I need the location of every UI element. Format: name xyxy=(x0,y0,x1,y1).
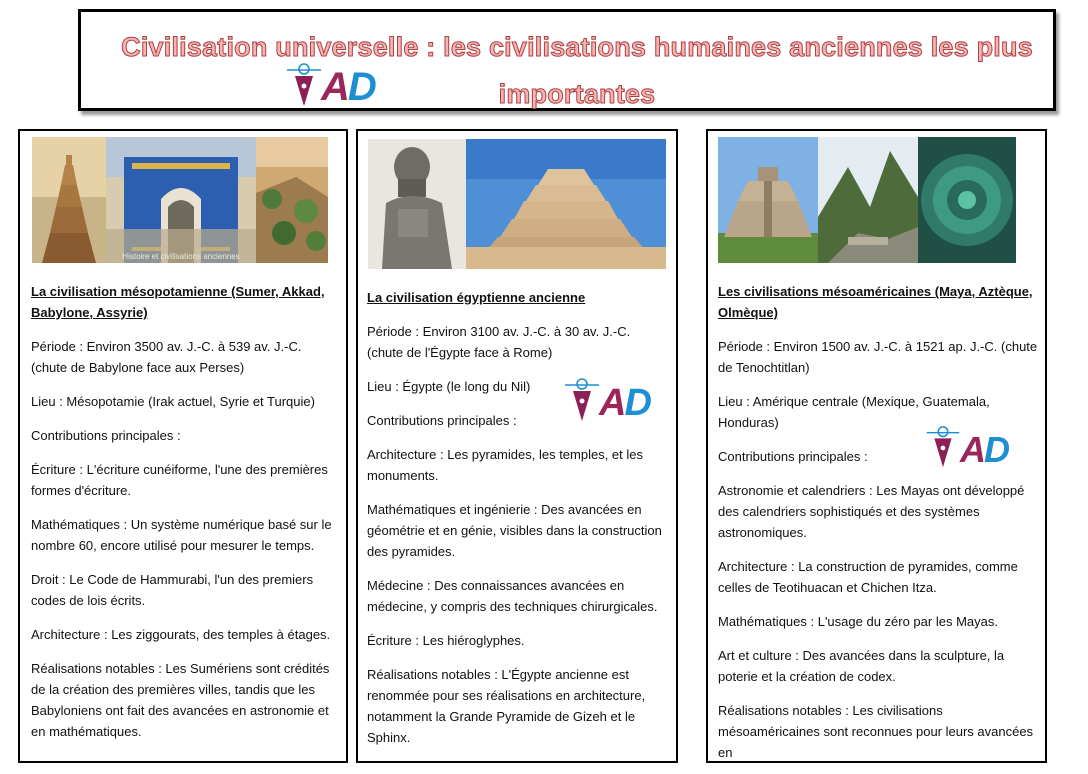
step-pyramid-image xyxy=(466,139,666,269)
logo-letter-a: A xyxy=(960,429,986,470)
egypt-math: Mathématiques et ingénierie : Des avancées en géométrie et en génie, visibles dans la construction des pyramides. xyxy=(367,502,662,559)
egypt-text xyxy=(367,287,669,761)
ishtar-gate-image xyxy=(106,137,256,263)
logo-letter-d: D xyxy=(347,65,377,109)
page-title: Civilisation universelle : les civilisations humaines anciennes les plus importantes xyxy=(121,32,1033,109)
title-banner xyxy=(78,9,1056,111)
chichen-itza-image xyxy=(718,137,818,263)
egypt-contributions: Contributions principales : xyxy=(367,413,517,428)
aztec-calendar-image xyxy=(918,137,1016,263)
card-mesopotamia xyxy=(18,129,348,763)
mesopotamia-writing: Écriture : L'écriture cunéiforme, l'une des premières formes d'écriture. xyxy=(31,462,328,498)
mesoamerica-text xyxy=(718,281,1040,763)
mesopotamia-heading: La civilisation mésopotamienne (Sumer, Akkad, Babylone, Assyrie) xyxy=(31,284,325,320)
mesoamerica-heading: Les civilisations mésoaméricaines (Maya, Aztèque, Olmèque) xyxy=(718,284,1033,320)
mesopotamia-math: Mathématiques : Un système numérique basé sur le nombre 60, encore utilisé pour mesurer le temps. xyxy=(31,517,332,553)
egypt-location: Lieu : Égypte (le long du Nil) xyxy=(367,379,531,394)
mesoamerica-art: Art et culture : Des avancées dans la sculpture, la poterie et la création de codex. xyxy=(718,648,1005,684)
egypt-architecture: Architecture : Les pyramides, les temples, et les monuments. xyxy=(367,447,644,483)
egypt-period: Période : Environ 3100 av. J.-C. à 30 av. J.-C. (chute de l'Égypte face à Rome) xyxy=(367,324,631,360)
mesopotamia-period: Période : Environ 3500 av. J.-C. à 539 av. J.-C. (chute de Babylone face aux Perses) xyxy=(31,339,302,375)
iad-logo-header xyxy=(287,60,377,108)
mesopotamia-law: Droit : Le Code de Hammurabi, l'un des premiers codes de lois écrits. xyxy=(31,572,314,608)
image-caption: Histoire et civilisations anciennes xyxy=(122,252,240,261)
mesoamerica-location: Lieu : Amérique centrale (Mexique, Guatemala, Honduras) xyxy=(718,394,990,430)
mesopotamia-contributions: Contributions principales : xyxy=(31,428,181,443)
logo-letter-d: D xyxy=(984,429,1010,470)
pen-nib-icon xyxy=(287,62,321,108)
mesoamerica-astronomy: Astronomie et calendriers : Les Mayas ont développé des calendriers sophistiqués et des systèmes astronomiques. xyxy=(718,483,1025,540)
egypt-achievements: Réalisations notables : L'Égypte ancienne est renommée pour ses réalisations en architecture, notamment la Grande Pyramide de Gizeh et le Sphinx. xyxy=(367,667,646,745)
egypt-medicine: Médecine : Des connaissances avancées en médecine, y compris des techniques chirurgicales. xyxy=(367,578,658,614)
mesoamerica-achievements: Réalisations notables : Les civilisations mésoaméricaines sont reconnues pour leurs avancées en xyxy=(718,703,1034,760)
mesopotamia-image xyxy=(32,137,328,263)
tower-of-babel-image xyxy=(32,137,106,263)
machu-picchu-image xyxy=(818,137,918,263)
mesopotamia-location: Lieu : Mésopotamie (Irak actuel, Syrie et Turquie) xyxy=(31,394,315,409)
egypt-image xyxy=(368,139,666,269)
logo-letter-d: D xyxy=(624,382,652,424)
mesoamerica-contributions: Contributions principales : xyxy=(718,449,868,464)
logo-letter-a: A xyxy=(599,382,627,424)
mesoamerica-image xyxy=(718,137,1016,263)
card-mesoamerica xyxy=(706,129,1047,763)
mesoamerica-math: Mathématiques : L'usage du zéro par les Mayas. xyxy=(718,614,998,629)
mesopotamia-text xyxy=(31,281,336,755)
egypt-heading: La civilisation égyptienne ancienne xyxy=(367,290,586,305)
egypt-writing: Écriture : Les hiéroglyphes. xyxy=(367,633,525,648)
mesopotamia-architecture: Architecture : Les ziggourats, des temples à étages. xyxy=(31,627,331,642)
mesoamerica-period: Période : Environ 1500 av. J.-C. à 1521 ap. J.-C. (chute de Tenochtitlan) xyxy=(718,339,1038,375)
card-egypt xyxy=(356,129,678,763)
mesoamerica-architecture: Architecture : La construction de pyramides, comme celles de Teotihuacan et Chichen Itza. xyxy=(718,559,1018,595)
mesopotamia-achievements: Réalisations notables : Les Sumériens sont crédités de la création des premières villes, tandis que les Babyloniens ont fait des avancées en astronomie et en mathématiques. xyxy=(31,661,330,739)
egyptian-statue-image xyxy=(368,139,466,269)
logo-letter-a: A xyxy=(321,65,350,109)
hanging-gardens-image xyxy=(256,137,328,263)
